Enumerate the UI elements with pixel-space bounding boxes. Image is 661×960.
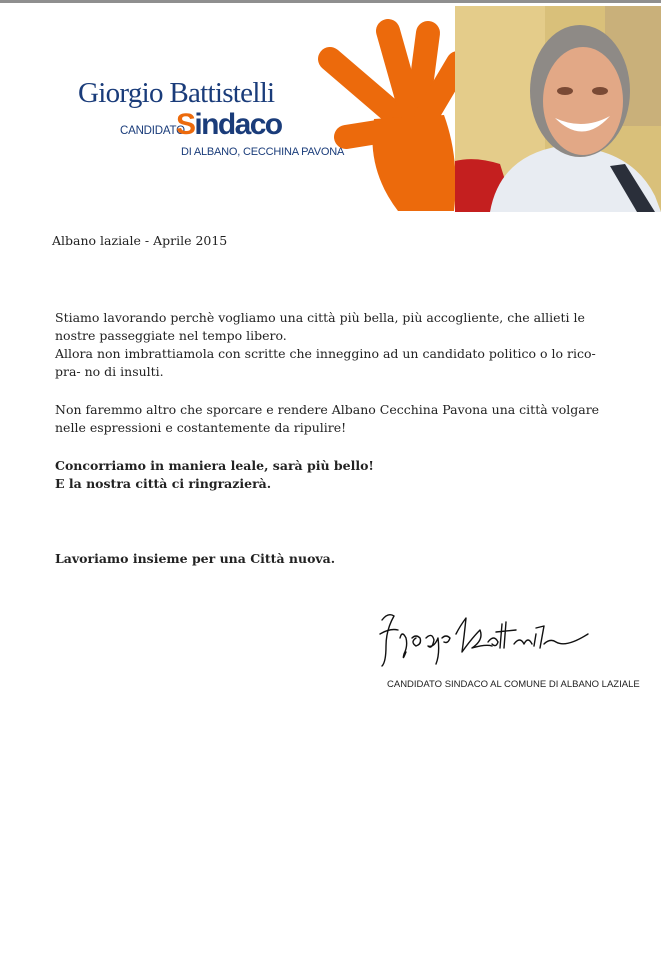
paragraph-1-line-1: Stiamo lavorando perchè vogliamo una città più bella, più accogliente, che allieti le [55,310,585,325]
paragraph-3-line-1: Concorriamo in maniera leale, sarà più bello! [55,458,374,473]
signature-icon [376,608,594,670]
paragraph-2-line-2: nelle espressioni e costantemente da ripulire! [55,420,347,435]
paragraph-1-line-4: pra- no di insulti. [55,364,164,379]
paragraph-1-line-3: Allora non imbrattiamola con scritte che inneggino ad un candidato politico o lo rico- [55,346,596,361]
paragraph-3-line-2: E la nostra città ci ringrazierà. [55,476,272,491]
paragraph-2-line-1: Non faremmo altro che sporcare e rendere Albano Cecchina Pavona una città volgare [55,402,600,417]
closing-line: Lavoriamo insieme per una Città nuova. [55,551,336,566]
hand-logo-icon [318,19,468,211]
sindaco-rest: indaco [194,108,282,141]
signature-caption: CANDIDATO SINDACO AL COMUNE DI ALBANO LAZIALE [387,679,640,690]
place-label: DI ALBANO, CECCHINA PAVONA [181,146,345,158]
letter-date: Albano laziale - Aprile 2015 [52,233,228,248]
letter-body [55,309,600,493]
candidate-name: Giorgio Battistelli [78,77,275,109]
sindaco-title [176,107,282,143]
candidate-photo [455,6,661,212]
sindaco-initial: S [176,108,195,141]
letterhead [0,3,661,210]
paragraph-1-line-2: nostre passeggiate nel tempo libero. [55,328,287,343]
candidato-label: CANDIDATO [120,125,185,137]
